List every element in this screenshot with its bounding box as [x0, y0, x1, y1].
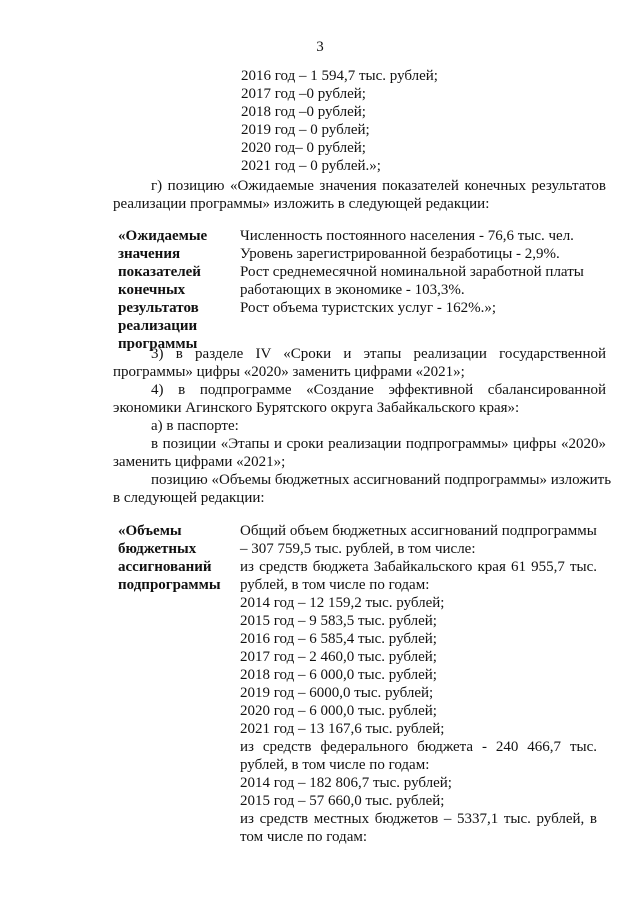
table2-content-line: 2015 год – 57 660,0 тыс. рублей;	[240, 793, 445, 809]
table2-content-line: 2015 год – 9 583,5 тыс. рублей;	[240, 613, 437, 629]
paragraph-g-line1: г) позицию «Ожидаемые значения показателей конечных результатов	[151, 178, 606, 194]
table1-label: «Ожидаемые	[118, 228, 208, 244]
paragraph-4-line2: экономики Агинского Бурятского округа Забайкальского края»:	[113, 400, 520, 416]
paragraph-g-line2: реализации программы» изложить в следующей редакции:	[113, 196, 490, 212]
table2-content-line: 2017 год – 2 460,0 тыс. рублей;	[240, 649, 437, 665]
funding-line: 2021 год – 0 рублей.»;	[241, 158, 381, 174]
paragraph-3-line2: программы» цифры «2020» заменить цифрами «2021»;	[113, 364, 465, 380]
paragraph-3-line1: 3) в разделе IV «Сроки и этапы реализации государственной	[151, 346, 606, 362]
table2-content-line: рублей, в том числе по годам:	[240, 577, 430, 593]
paragraph-a: а) в паспорте:	[151, 418, 239, 434]
table1-content-line: Рост объема туристских услуг - 162%.»;	[240, 300, 496, 316]
table2-content-line: Общий объем бюджетных ассигнований подпрограммы	[240, 523, 597, 539]
paragraph-4-line1: 4) в подпрограмме «Создание эффективной сбалансированной	[151, 382, 606, 398]
table2-content-line: рублей, в том числе по годам:	[240, 757, 430, 773]
funding-line: 2016 год – 1 594,7 тыс. рублей;	[241, 68, 438, 84]
table2-label: ассигнований	[118, 559, 212, 575]
table2-content-line: 2021 год – 13 167,6 тыс. рублей;	[240, 721, 445, 737]
table2-content-line: – 307 759,5 тыс. рублей, в том числе:	[240, 541, 476, 557]
table2-label: бюджетных	[118, 541, 197, 557]
table1-label: результатов	[118, 300, 199, 316]
table1-label: значения	[118, 246, 181, 262]
funding-line: 2018 год –0 рублей;	[241, 104, 366, 120]
table1-content-line: работающих в экономике - 103,3%.	[240, 282, 465, 298]
table1-content-line: Рост среднемесячной номинальной заработной платы	[240, 264, 584, 280]
table1-content-line: Уровень зарегистрированной безработицы - 2,9%.	[240, 246, 560, 262]
paragraph-stages-line2: заменить цифрами «2021»;	[113, 454, 286, 470]
table2-content-line: 2018 год – 6 000,0 тыс. рублей;	[240, 667, 437, 683]
table2-label: подпрограммы	[118, 577, 221, 593]
table2-content-line: 2014 год – 12 159,2 тыс. рублей;	[240, 595, 445, 611]
table2-content-line: из средств бюджета Забайкальского края 61 955,7 тыс.	[240, 559, 597, 575]
table1-label: программы	[118, 336, 198, 352]
table1-label: реализации	[118, 318, 198, 334]
funding-line: 2017 год –0 рублей;	[241, 86, 366, 102]
table2-content-line: из средств федерального бюджета - 240 466,7 тыс.	[240, 739, 597, 755]
paragraph-stages-line1: в позиции «Этапы и сроки реализации подпрограммы» цифры «2020»	[151, 436, 606, 452]
page-number: 3	[316, 39, 324, 55]
table2-content-line: 2014 год – 182 806,7 тыс. рублей;	[240, 775, 452, 791]
table2-content-line: 2020 год – 6 000,0 тыс. рублей;	[240, 703, 437, 719]
funding-line: 2020 год– 0 рублей;	[241, 140, 366, 156]
table2-content-line: 2016 год – 6 585,4 тыс. рублей;	[240, 631, 437, 647]
table2-label: «Объемы	[118, 523, 182, 539]
paragraph-volumes-line1: позицию «Объемы бюджетных ассигнований подпрограммы» изложить	[151, 472, 612, 488]
table1-label: конечных	[118, 282, 186, 298]
funding-line: 2019 год – 0 рублей;	[241, 122, 370, 138]
table2-content-line: из средств местных бюджетов – 5337,1 тыс. рублей, в	[240, 811, 597, 827]
table1-label: показателей	[118, 264, 201, 280]
table2-content-line: 2019 год – 6000,0 тыс. рублей;	[240, 685, 434, 701]
table2-content-line: том числе по годам:	[240, 829, 368, 845]
table1-content-line: Численность постоянного населения - 76,6 тыс. чел.	[240, 228, 574, 244]
paragraph-volumes-line2: в следующей редакции:	[113, 490, 265, 506]
